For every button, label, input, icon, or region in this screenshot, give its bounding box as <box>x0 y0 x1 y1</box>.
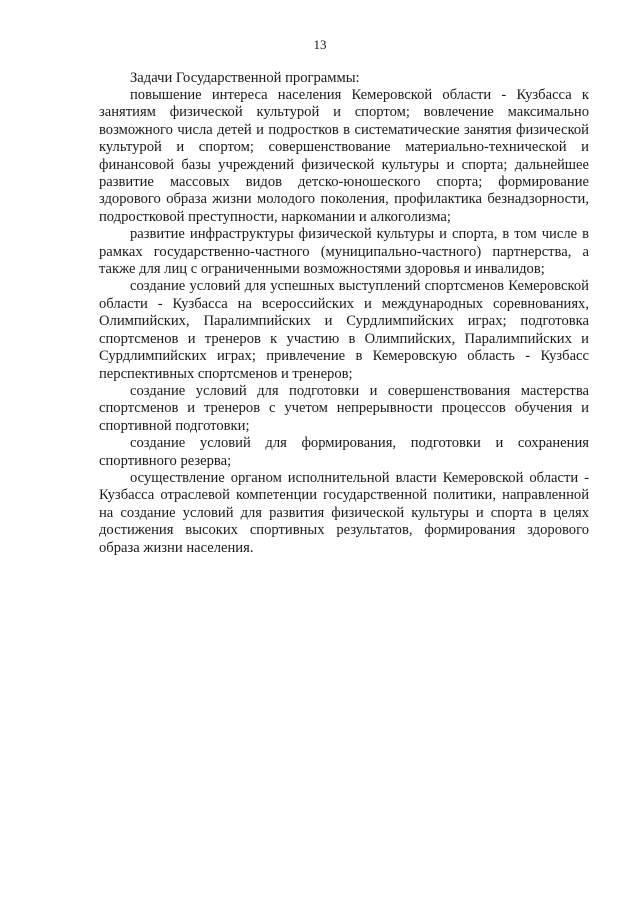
task-paragraph: повышение интереса населения Кемеровской области - Кузбасса к занятиям физической культурой и спортом; вовлечение максимально возможного числа детей и подростков в систематические занятия физической культурой и спортом; совершенствование материально-технической и финансовой базы учреждений физической культуры и спорта; дальнейшее развитие массовых видов детско-юношеского спорта; формирование здорового образа жизни молодого поколения, профилактика безнадзорности, подростковой преступности, наркомании и алкоголизма; <box>99 87 589 225</box>
task-paragraph: развитие инфраструктуры физической культуры и спорта, в том числе в рамках государственно-частного (муниципально-частного) партнерства, а также для лиц с ограниченными возможностями здоровья и инвалидов; <box>99 226 589 278</box>
task-list <box>99 87 589 557</box>
page-number: 13 <box>313 37 327 52</box>
section-heading: Задачи Государственной программы: <box>130 70 360 86</box>
task-paragraph: создание условий для подготовки и совершенствования мастерства спортсменов и тренеров с учетом непрерывности процессов обучения и спортивной подготовки; <box>99 382 589 434</box>
task-paragraph: создание условий для формирования, подготовки и сохранения спортивного резерва; <box>99 435 589 469</box>
task-paragraph: создание условий для успешных выступлений спортсменов Кемеровской области - Кузбасса на всероссийских и международных соревнованиях, Олимпийских, Паралимпийских и Сурдлимпийских играх; подготовка спортсменов и тренеров к участию в Олимпийских, Паралимпийских и Сурдлимпийских играх; привлечение в Кемеровскую область - Кузбасс перспективных спортсменов и тренеров; <box>99 278 589 382</box>
task-paragraph: осуществление органом исполнительной власти Кемеровской области - Кузбасса отраслевой компетенции государственной политики, направленной на создание условий для развития физической культуры и спорта в целях достижения высоких спортивных результатов, формирования здорового образа жизни населения. <box>99 469 589 556</box>
